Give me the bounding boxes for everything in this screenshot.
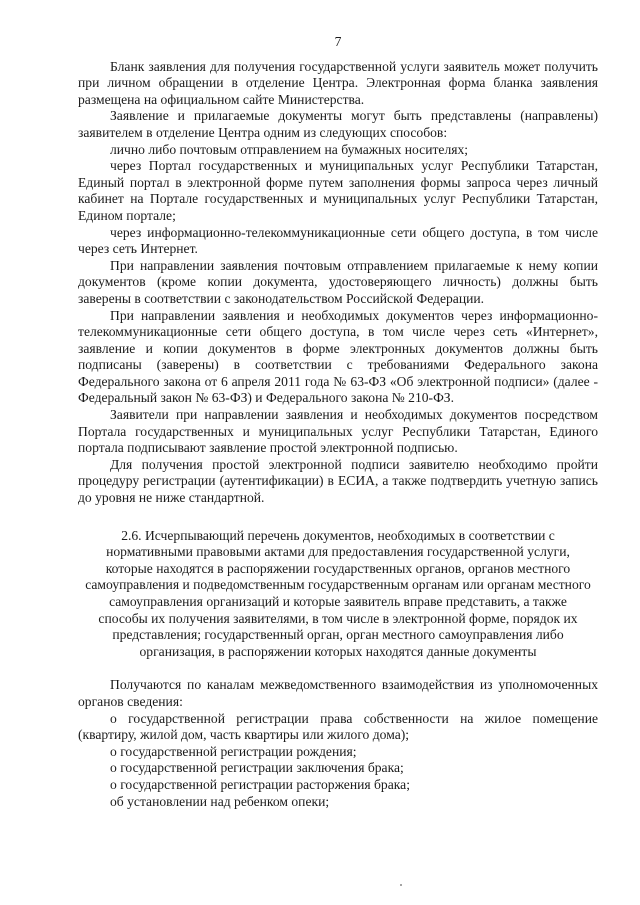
page-number: 7	[334, 34, 342, 49]
list-item-guardianship: об установлении над ребенком опеки;	[110, 793, 330, 809]
paragraph-esia-registration: Для получения простой электронной подписи заявителю необходимо пройти процедуру регистрации (аутентификации) в ЕСИА, а также подтвердить учетную запись до уровня не ниже стандартной.	[78, 456, 598, 506]
list-item-property-registration: о государственной регистрации права собственности на жилое помещение (квартиру, жилой дом, часть квартиры или жилого дома);	[78, 710, 598, 743]
list-item-divorce-registration: о государственной регистрации расторжения брака;	[110, 776, 410, 792]
scan-dot	[400, 884, 402, 886]
paragraph-electronic-signature-law: При направлении заявления и необходимых документов через информационно-телекоммуникационные сети общего доступа, в том числе через сеть «Интернет», заявление и копии документов в форме электронных документов должны быть подписаны (заверены) в соответствии с требованиями Федерального закона Федерального закона от 6 апреля 2011 года № 63-ФЗ «Об электронной подписи» (далее - Федеральный закон № 63-ФЗ) и Федерального закона № 210-ФЗ.	[78, 307, 598, 406]
paragraph-interagency: Получаются по каналам межведомственного взаимодействия из уполномоченных органов сведения:	[78, 677, 598, 709]
list-item-birth-registration: о государственной регистрации рождения;	[110, 743, 357, 759]
paragraph-blank-form: Бланк заявления для получения государственной услуги заявитель может получить при личном обращении в отделение Центра. Электронная форма бланка заявления размещена на официальном сайте Министерства.	[78, 58, 598, 107]
paragraph-simple-signature: Заявители при направлении заявления и необходимых документов посредством Портала государственных и муниципальных услуг Республики Татарстан, Единого портала подписывают заявление простой электронной подписью.	[78, 407, 598, 456]
list-item-portal: через Портал государственных и муниципальных услуг Республики Татарстан, Единый портал в электронной форме путем заполнения формы запроса через личный кабинет на Портале государственных и муниципальных услуг Республики Татарстан, Едином портале;	[78, 158, 598, 223]
list-item-in-person: лично либо почтовым отправлением на бумажных носителях;	[110, 141, 469, 157]
paragraph-postal: При направлении заявления почтовым отправлением прилагаемые к нему копии документов (кроме копии документа, удостоверяющего личность) должны быть заверены в соответствии с законодательством Российской Федерации.	[78, 257, 598, 306]
paragraph-submission-methods: Заявление и прилагаемые документы могут быть представлены (направлены) заявителем в отделение Центра одним из следующих способов:	[78, 108, 598, 140]
list-item-marriage-registration: о государственной регистрации заключения брака;	[110, 760, 404, 776]
section-heading-2-6: 2.6. Исчерпывающий перечень документов, необходимых в соответствии с нормативными правовыми актами для предоставления государственной услуги, которые находятся в распоряжении государственных органов, органов местного самоуправления и подведомственным государственным органам или органам местного самоуправления организаций и которые заявитель вправе представить, а также способы их получения заявителями, в том числе в электронной форме, порядок их представления; государственный орган, орган местного самоуправления либо организация, в распоряжении которых находятся данные документы	[85, 527, 591, 659]
list-item-internet: через информационно-телекоммуникационные сети общего доступа, в том числе через сеть Интернет.	[78, 224, 598, 257]
